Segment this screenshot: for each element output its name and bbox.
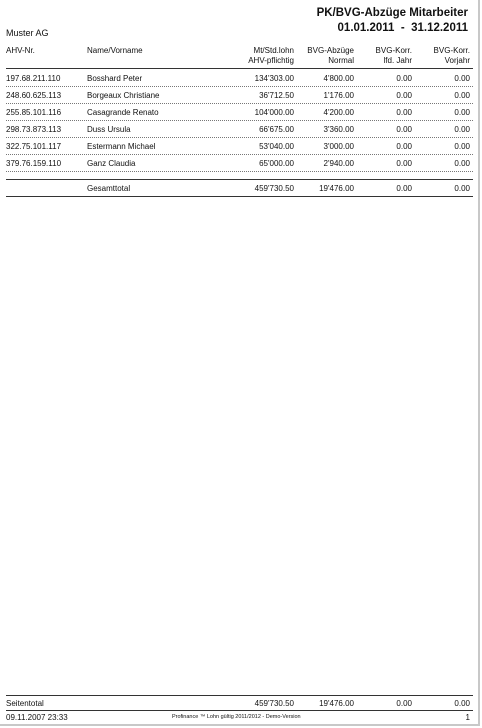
row-lohn: 104'000.00 [254,108,294,117]
footer-rule [6,695,473,696]
row-korr-vor: 0.00 [454,91,470,100]
row-lohn: 66'675.00 [259,125,294,134]
col-header-name: Name/Vorname [87,46,143,55]
row-korr-vor: 0.00 [454,108,470,117]
page-total-korr-lfd: 0.00 [396,699,412,708]
col-header-lohn-line2: AHV-pflichtig [248,56,294,65]
col-header-korr-vor-line1: BVG-Korr. [433,46,470,55]
row-separator [6,137,473,138]
software-note: Profinance ™ Lohn gültig 2011/2012 - Demo-Version [172,714,301,720]
row-korr-lfd: 0.00 [396,74,412,83]
company-name: Muster AG [6,28,49,38]
page-total-bvg: 19'476.00 [319,699,354,708]
page-total-lohn: 459'730.50 [254,699,294,708]
header-rule [6,68,473,69]
total-rule [6,179,473,180]
col-header-korr-lfd [376,46,412,66]
row-name: Casagrande Renato [87,108,159,117]
row-name: Bosshard Peter [87,74,143,83]
report-period [338,22,468,34]
report-title: PK/BVG-Abzüge Mitarbeiter [316,7,468,19]
row-bvg: 3'000.00 [323,142,354,151]
col-header-lohn-line1: Mt/Std.lohn [253,46,294,55]
print-date: 09.11.2007 23:33 [6,713,68,722]
row-name: Borgeaux Christiane [87,91,160,100]
row-bvg: 1'176.00 [323,91,354,100]
col-header-korr-lfd-line2: lfd. Jahr [383,56,412,65]
col-header-korr-lfd-line1: BVG-Korr. [375,46,412,55]
row-lohn: 36'712.50 [259,91,294,100]
row-ahv: 197.68.211.110 [6,74,61,83]
page-number: 1 [465,713,470,722]
row-separator [6,86,473,87]
row-ahv: 248.60.625.113 [6,91,62,100]
total-korr-lfd: 0.00 [396,184,412,193]
row-name: Ganz Claudia [87,159,136,168]
row-ahv: 298.73.873.113 [6,125,62,134]
period-from: 01.01.2011 [337,22,395,34]
row-separator [6,171,473,172]
row-lohn: 134'303.00 [254,74,294,83]
footer-bottom-rule [6,710,473,711]
row-lohn: 53'040.00 [259,142,294,151]
row-separator [6,120,473,121]
row-korr-vor: 0.00 [454,125,470,134]
total-bvg: 19'476.00 [319,184,354,193]
row-lohn: 65'000.00 [259,159,294,168]
period-separator: - [400,22,405,34]
col-header-korr-vor [434,46,470,66]
row-separator [6,154,473,155]
row-korr-vor: 0.00 [454,74,470,83]
col-header-korr-vor-line2: Vorjahr [444,56,470,65]
col-header-bvg-line1: BVG-Abzüge [307,46,354,55]
row-ahv: 322.75.101.117 [6,142,62,151]
col-header-bvg-line2: Normal [328,56,354,65]
row-bvg: 4'200.00 [323,108,354,117]
row-korr-vor: 0.00 [454,142,470,151]
row-name: Duss Ursula [87,125,131,134]
total-bottom-rule [6,196,473,197]
row-korr-lfd: 0.00 [396,142,412,151]
period-to: 31.12.2011 [411,22,468,34]
page-total-label: Seitentotal [6,699,44,708]
row-bvg: 3'360.00 [323,125,354,134]
row-korr-lfd: 0.00 [396,125,412,134]
col-header-ahv: AHV-Nr. [6,46,35,55]
page-total-korr-vor: 0.00 [454,699,470,708]
total-lohn: 459'730.50 [254,184,294,193]
row-name: Estermann Michael [87,142,156,151]
col-header-bvg [307,46,354,66]
total-korr-vor: 0.00 [454,184,470,193]
col-header-lohn [248,46,294,66]
row-bvg: 4'800.00 [323,74,354,83]
row-ahv: 379.76.159.110 [6,159,62,168]
row-separator [6,103,473,104]
total-label: Gesamttotal [87,184,131,193]
row-ahv: 255.85.101.116 [6,108,62,117]
row-korr-vor: 0.00 [454,159,470,168]
row-bvg: 2'940.00 [323,159,354,168]
row-korr-lfd: 0.00 [396,91,412,100]
row-korr-lfd: 0.00 [396,108,412,117]
row-korr-lfd: 0.00 [396,159,412,168]
